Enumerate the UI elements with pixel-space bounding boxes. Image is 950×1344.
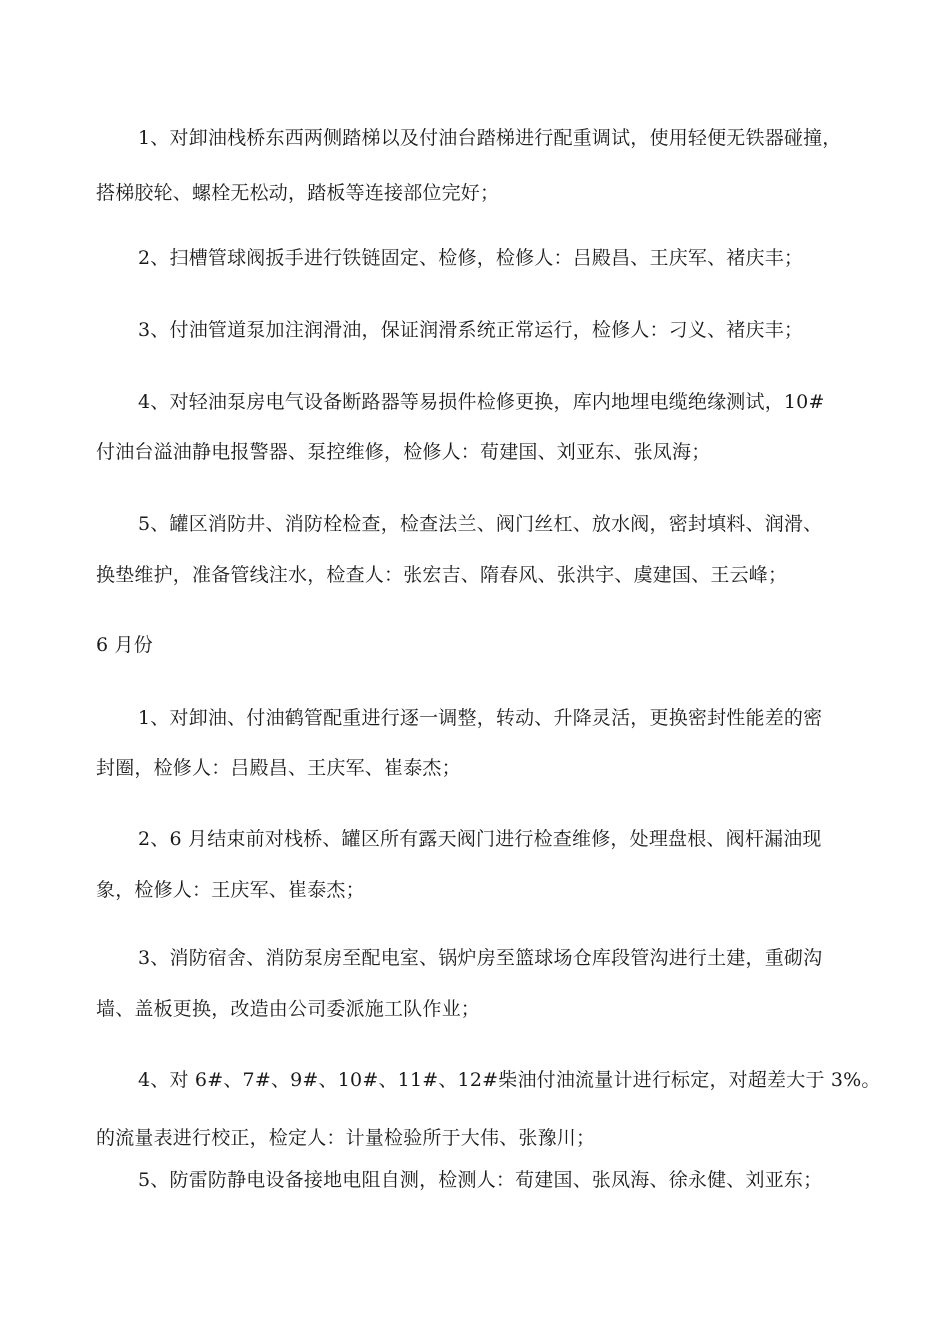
paragraph-4-line-2: 付油台溢油静电报警器、泵控维修，检修人：荀建国、刘亚东、张凤海；: [96, 441, 711, 463]
june-paragraph-3-line-2: 墙、盖板更换，改造由公司委派施工队作业；: [96, 998, 481, 1020]
june-paragraph-2-line-1: 2、6 月结束前对栈桥、罐区所有露天阀门进行检查维修，处理盘根、阀杆漏油现: [138, 828, 822, 850]
june-paragraph-1-line-1: 1、对卸油、付油鹤管配重进行逐一调整，转动、升降灵活，更换密封性能差的密: [138, 707, 823, 729]
june-paragraph-2-line-2: 象，检修人：王庆军、崔泰杰；: [96, 879, 365, 901]
paragraph-5-line-2: 换垫维护，准备管线注水，检查人：张宏吉、隋春风、张洪宇、虞建国、王云峰；: [96, 564, 788, 586]
paragraph-1-line-1: 1、对卸油栈桥东西两侧踏梯以及付油台踏梯进行配重调试，使用轻便无铁器碰撞，: [138, 127, 842, 149]
june-paragraph-5-line-1: 5、防雷防静电设备接地电阻自测，检测人：荀建国、张凤海、徐永健、刘亚东；: [138, 1169, 823, 1191]
paragraph-4-line-1: 4、对轻油泵房电气设备断路器等易损件检修更换，库内地埋电缆绝缘测试，10#: [138, 391, 825, 413]
june-paragraph-3-line-1: 3、消防宿舍、消防泵房至配电室、锅炉房至篮球场仓库段管沟进行土建，重砌沟: [138, 947, 823, 969]
paragraph-2-line-1: 2、扫槽管球阀扳手进行铁链固定、检修，检修人：吕殿昌、王庆军、褚庆丰；: [138, 247, 804, 269]
june-paragraph-1-line-2: 封圈，检修人：吕殿昌、王庆军、崔泰杰；: [96, 757, 461, 779]
section-heading-june: 6 月份: [96, 634, 153, 656]
paragraph-3-line-1: 3、付油管道泵加注润滑油，保证润滑系统正常运行，检修人：刁义、褚庆丰；: [138, 319, 804, 341]
june-paragraph-4-line-2: 的流量表进行校正，检定人：计量检验所于大伟、张豫川；: [96, 1127, 596, 1149]
june-paragraph-4-line-1: 4、对 6#、7#、9#、10#、11#、12#柴油付油流量计进行标定，对超差大于 3%。: [138, 1069, 881, 1091]
paragraph-1-line-2: 搭梯胶轮、螺栓无松动，踏板等连接部位完好；: [96, 182, 500, 204]
paragraph-5-line-1: 5、罐区消防井、消防栓检查，检查法兰、阀门丝杠、放水阀，密封填料、润滑、: [138, 513, 823, 535]
